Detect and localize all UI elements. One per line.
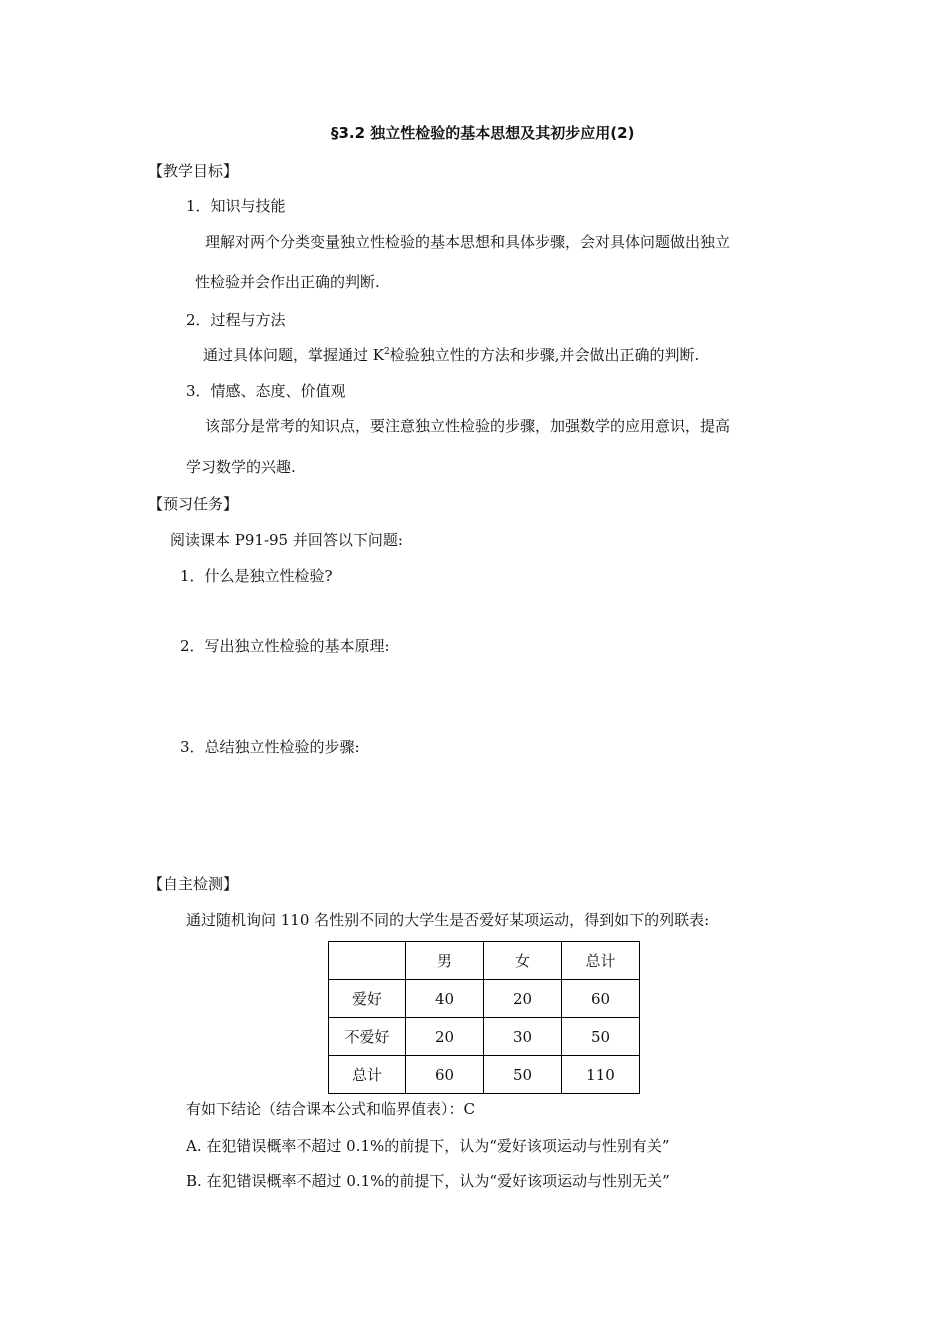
objective-3-title: 3．情感、态度、价值观 — [186, 382, 346, 400]
conclusion-text: 有如下结论（结合课本公式和临界值表）：C — [186, 1100, 475, 1118]
objective-1-text-line1: 理解对两个分类变量独立性检验的基本思想和具体步骤，会对具体问题做出独立 — [205, 233, 731, 251]
preview-question-1: 1．什么是独立性检验? — [180, 567, 333, 585]
table-cell: 60 — [562, 980, 640, 1018]
table-row — [329, 1056, 640, 1094]
table-cell: 110 — [562, 1056, 640, 1094]
table-cell: 不爱好 — [329, 1018, 406, 1056]
objectives-heading: 【教学目标】 — [148, 162, 239, 180]
option-b: B. 在犯错误概率不超过 0.1%的前提下，认为“爱好该项运动与性别无关” — [186, 1172, 670, 1190]
preview-question-3: 3．总结独立性检验的步骤: — [180, 738, 360, 756]
table-header-cell: 总计 — [562, 942, 640, 980]
table-header-cell: 男 — [406, 942, 484, 980]
table-header-cell — [329, 942, 406, 980]
table-cell: 爱好 — [329, 980, 406, 1018]
preview-question-2: 2．写出独立性检验的基本原理: — [180, 637, 390, 655]
contingency-table — [328, 941, 640, 1094]
table-cell: 50 — [484, 1056, 562, 1094]
objective-2-text — [203, 345, 699, 365]
objective-1-title: 1．知识与技能 — [186, 197, 286, 215]
option-a: A. 在犯错误概率不超过 0.1%的前提下，认为“爱好该项运动与性别有关” — [186, 1137, 670, 1155]
objective-3-text-line2: 学习数学的兴趣. — [186, 458, 296, 476]
table-cell: 40 — [406, 980, 484, 1018]
objective-2-text-pre: 通过具体问题，掌握通过 K — [203, 346, 384, 364]
table-row — [329, 980, 640, 1018]
table-cell: 50 — [562, 1018, 640, 1056]
table-header-cell: 女 — [484, 942, 562, 980]
preview-intro: 阅读课本 P91-95 并回答以下问题: — [170, 531, 403, 549]
table-cell: 20 — [406, 1018, 484, 1056]
objective-2-text-post: 检验独立性的方法和步骤,并会做出正确的判断. — [389, 346, 700, 364]
selfcheck-heading: 【自主检测】 — [148, 875, 239, 893]
table-cell: 20 — [484, 980, 562, 1018]
objective-1-text-line2: 性检验并会作出正确的判断. — [195, 273, 380, 291]
table-header-row — [329, 942, 640, 980]
table-cell: 60 — [406, 1056, 484, 1094]
objective-2-title: 2．过程与方法 — [186, 311, 286, 329]
page-title: §3.2 独立性检验的基本思想及其初步应用(2) — [331, 124, 635, 142]
preview-heading: 【预习任务】 — [148, 495, 239, 513]
table-row — [329, 1018, 640, 1056]
superscript-2: 2 — [383, 347, 390, 357]
table-cell: 总计 — [329, 1056, 406, 1094]
table-cell: 30 — [484, 1018, 562, 1056]
selfcheck-intro: 通过随机询问 110 名性别不同的大学生是否爱好某项运动，得到如下的列联表: — [186, 911, 710, 929]
objective-3-text-line1: 该部分是常考的知识点，要注意独立性检验的步骤，加强数学的应用意识，提高 — [205, 417, 731, 435]
